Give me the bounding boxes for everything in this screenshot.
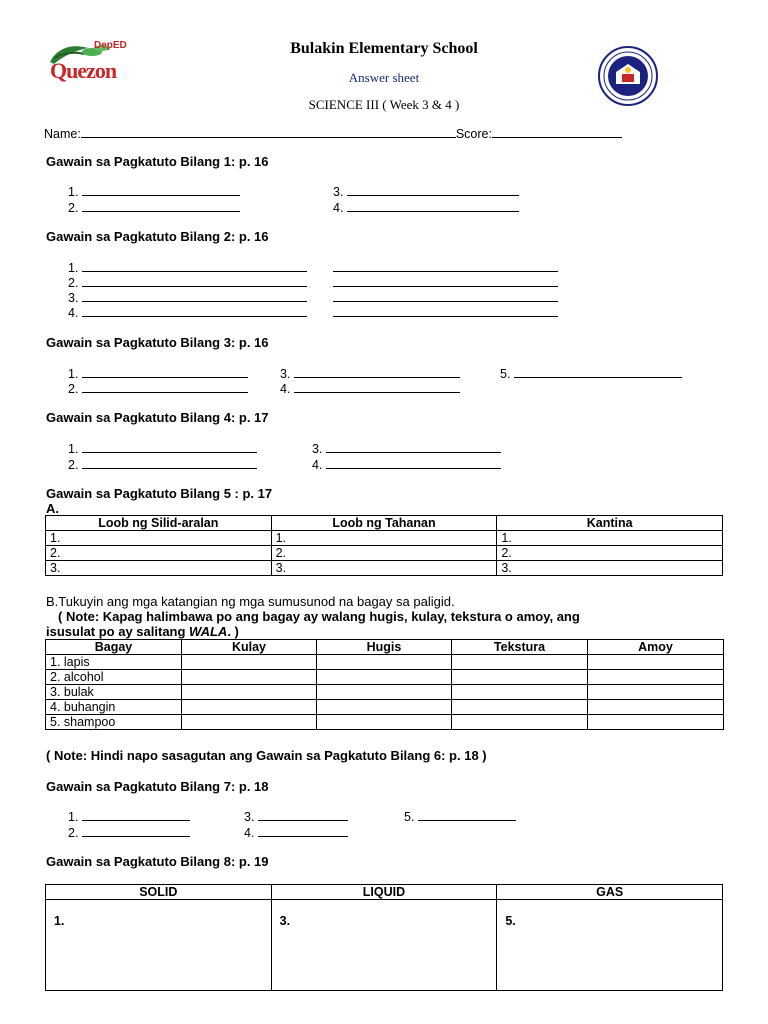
table-b-cell[interactable] (182, 700, 317, 715)
matter-header-liquid: LIQUID (271, 885, 497, 900)
table-b-cell[interactable] (452, 715, 588, 730)
matter-cell-liquid[interactable]: 3. (271, 900, 497, 991)
table-b-cell[interactable] (182, 715, 317, 730)
table-b-row-label: 1. lapis (46, 655, 182, 670)
s1-item-1[interactable]: 1. (68, 184, 240, 199)
s2-item-1[interactable]: 1. (68, 260, 558, 275)
section-8-title: Gawain sa Pagkatuto Bilang 8: p. 19 (46, 854, 269, 869)
s7-item-1[interactable]: 1. (68, 809, 190, 824)
matter-cell-gas[interactable]: 5. (497, 900, 723, 991)
table-b-header: Amoy (588, 640, 724, 655)
section-1-title: Gawain sa Pagkatuto Bilang 1: p. 16 (46, 154, 269, 169)
table-a-header: Kantina (497, 516, 723, 531)
table-b-cell[interactable] (452, 700, 588, 715)
s1-item-3[interactable]: 3. (333, 184, 519, 199)
score-label: Score: (455, 127, 492, 141)
part-b-note-1: ( Note: Kapag halimbawa po ang bagay ay walang hugis, kulay, tekstura o amoy, ang (58, 609, 580, 624)
table-a-cell[interactable]: 1. (271, 531, 497, 546)
table-b-row-label: 2. alcohol (46, 670, 182, 685)
score-line[interactable] (492, 126, 622, 138)
section-5-title: Gawain sa Pagkatuto Bilang 5 : p. 17 (46, 486, 273, 501)
table-b-cell[interactable] (588, 685, 724, 700)
section-3-title: Gawain sa Pagkatuto Bilang 3: p. 16 (46, 335, 269, 350)
s7-item-2[interactable]: 2. (68, 825, 190, 840)
table-states-of-matter (45, 884, 723, 991)
table-b-cell[interactable] (317, 715, 452, 730)
s4-item-1[interactable]: 1. (68, 441, 257, 456)
s2-item-3[interactable]: 3. (68, 290, 558, 305)
table-a-cell[interactable]: 1. (497, 531, 723, 546)
s4-item-4[interactable]: 4. (312, 457, 501, 472)
note-activity-6: ( Note: Hindi napo sasagutan ang Gawain sa Pagkatuto Bilang 6: p. 18 ) (46, 748, 487, 763)
table-b-row-label: 3. bulak (46, 685, 182, 700)
matter-header-solid: SOLID (46, 885, 272, 900)
s1-item-2[interactable]: 2. (68, 200, 240, 215)
table-b-row-label: 4. buhangin (46, 700, 182, 715)
table-b-cell[interactable] (317, 700, 452, 715)
table-b (45, 639, 724, 730)
logo-text: Quezon (50, 58, 117, 83)
table-b-cell[interactable] (317, 670, 452, 685)
name-row (44, 126, 622, 141)
s4-item-3[interactable]: 3. (312, 441, 501, 456)
table-a-cell[interactable]: 3. (497, 561, 723, 576)
table-b-cell[interactable] (588, 700, 724, 715)
table-a-cell[interactable]: 1. (46, 531, 272, 546)
table-b-cell[interactable] (452, 655, 588, 670)
school-name: Bulakin Elementary School (290, 40, 478, 57)
table-a-header: Loob ng Tahanan (271, 516, 497, 531)
s3-item-1[interactable]: 1. (68, 366, 248, 381)
s3-item-2[interactable]: 2. (68, 381, 248, 396)
table-b-row-label: 5. shampoo (46, 715, 182, 730)
table-a-cell[interactable]: 3. (271, 561, 497, 576)
s3-item-4[interactable]: 4. (280, 381, 460, 396)
s3-item-5[interactable]: 5. (500, 366, 682, 381)
table-a-cell[interactable]: 2. (497, 546, 723, 561)
table-a-header: Loob ng Silid-aralan (46, 516, 272, 531)
section-4-title: Gawain sa Pagkatuto Bilang 4: p. 17 (46, 410, 269, 425)
table-b-cell[interactable] (182, 685, 317, 700)
table-b-header: Bagay (46, 640, 182, 655)
name-label: Name: (44, 127, 81, 141)
part-a-label: A. (46, 501, 59, 516)
table-b-cell[interactable] (317, 685, 452, 700)
table-b-cell[interactable] (452, 670, 588, 685)
s2-item-4[interactable]: 4. (68, 305, 558, 320)
table-b-header: Tekstura (452, 640, 588, 655)
part-b-note-2: isusulat po ay salitang WALA. ) (46, 624, 239, 639)
table-b-header: Kulay (182, 640, 317, 655)
table-b-cell[interactable] (588, 715, 724, 730)
logo-small-text: DepED (94, 40, 127, 51)
table-a (45, 515, 723, 576)
s7-item-3[interactable]: 3. (244, 809, 348, 824)
table-a-cell[interactable]: 3. (46, 561, 272, 576)
part-b-instruction: B.Tukuyin ang mga katangian ng mga sumusunod na bagay sa paligid. (46, 594, 455, 609)
table-b-cell[interactable] (588, 655, 724, 670)
table-a-cell[interactable]: 2. (271, 546, 497, 561)
table-b-cell[interactable] (182, 655, 317, 670)
s2-item-2[interactable]: 2. (68, 275, 558, 290)
table-b-header: Hugis (317, 640, 452, 655)
matter-header-gas: GAS (497, 885, 723, 900)
s7-item-4[interactable]: 4. (244, 825, 348, 840)
table-b-cell[interactable] (588, 670, 724, 685)
table-a-cell[interactable]: 2. (46, 546, 272, 561)
table-b-cell[interactable] (317, 655, 452, 670)
s1-item-4[interactable]: 4. (333, 200, 519, 215)
section-2-title: Gawain sa Pagkatuto Bilang 2: p. 16 (46, 229, 269, 244)
table-b-cell[interactable] (182, 670, 317, 685)
s4-item-2[interactable]: 2. (68, 457, 257, 472)
s3-item-3[interactable]: 3. (280, 366, 460, 381)
s7-item-5[interactable]: 5. (404, 809, 516, 824)
matter-cell-solid[interactable]: 1. (46, 900, 272, 991)
subject-title: SCIENCE III ( Week 3 & 4 ) (308, 97, 460, 112)
name-line[interactable] (81, 126, 456, 138)
section-7-title: Gawain sa Pagkatuto Bilang 7: p. 18 (46, 779, 269, 794)
answer-sheet-subtitle: Answer sheet (348, 70, 420, 85)
table-b-cell[interactable] (452, 685, 588, 700)
